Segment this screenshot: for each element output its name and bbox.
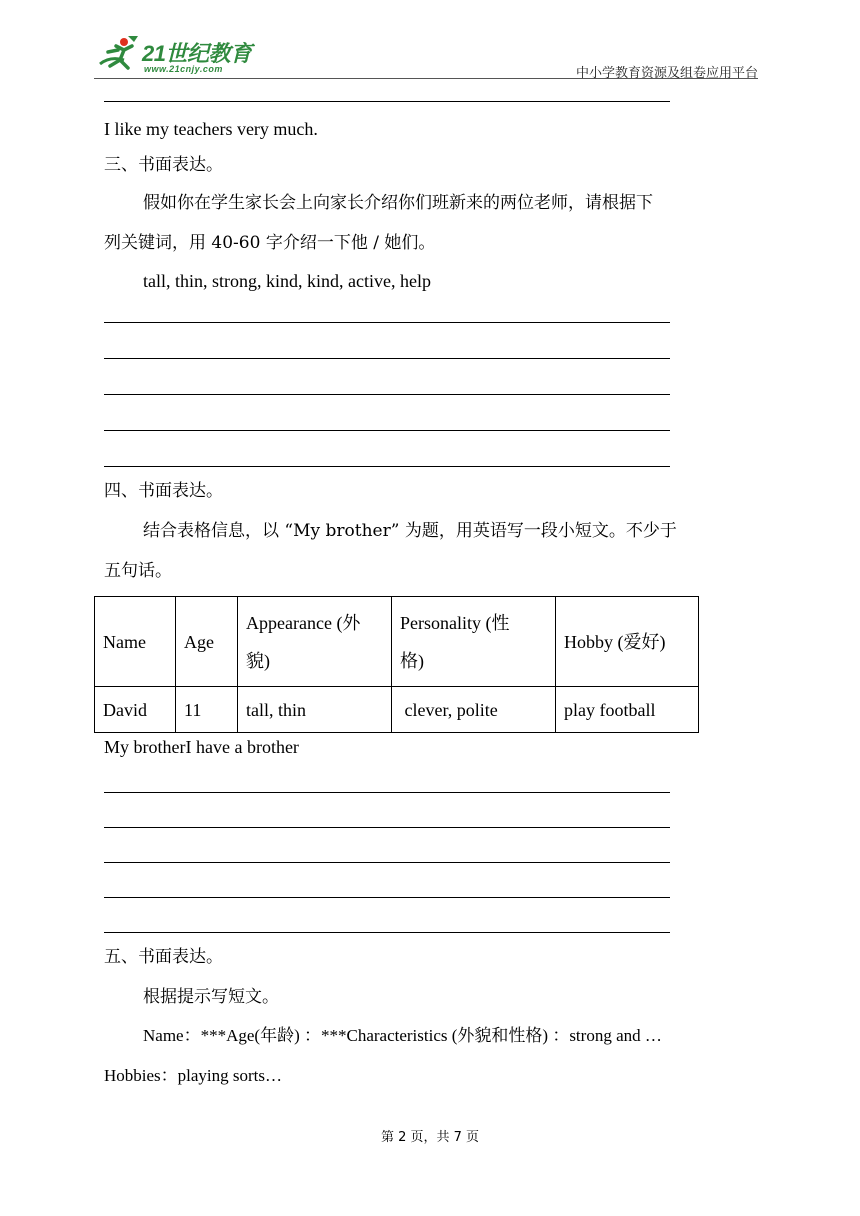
table-header-cell: Age	[176, 597, 238, 687]
answer-line	[104, 862, 670, 863]
header-personality-line1: Personality (性	[400, 612, 510, 633]
table-cell: tall, thin	[238, 687, 392, 733]
answer-line	[104, 430, 670, 431]
section-4-prompt-line1: 结合表格信息，以 “My brother” 为题，用英语写一段小短文。不少于	[143, 521, 677, 541]
answer-line	[104, 792, 670, 793]
header-personality-line2: 格)	[400, 650, 424, 671]
answer-line	[104, 932, 670, 933]
table-header-row	[95, 597, 699, 687]
section-4-starter: My brotherI have a brother	[104, 737, 299, 757]
logo-title: 21世纪教育	[142, 41, 252, 66]
site-logo	[94, 34, 264, 78]
answer-text: I like my teachers very much.	[104, 119, 318, 139]
section-5-heading: 五、书面表达。	[104, 947, 223, 967]
section-4-heading: 四、书面表达。	[104, 481, 223, 501]
table-row	[95, 687, 699, 733]
table-header-cell: Hobby (爱好)	[556, 597, 699, 687]
running-figure-icon	[94, 34, 142, 76]
brother-info-table	[94, 596, 699, 733]
section-3-heading: 三、书面表达。	[104, 155, 223, 175]
table-cell: clever, polite	[392, 687, 556, 733]
page-number: 第 2 页，共 7 页	[380, 1130, 480, 1145]
header-appearance-line2: 貌)	[246, 650, 270, 671]
section-5-hints-line2: Hobbies：playing sorts…	[104, 1066, 283, 1085]
table-header-cell	[238, 597, 392, 687]
section-3-keywords: tall, thin, strong, kind, kind, active, help	[143, 271, 431, 291]
table-header-cell	[392, 597, 556, 687]
header-appearance-line1: Appearance (外	[246, 612, 361, 633]
table-cell: play football	[556, 687, 699, 733]
section-3-prompt-line1: 假如你在学生家长会上向家长介绍你们班新来的两位老师，请根据下	[143, 193, 653, 213]
answer-line	[104, 358, 670, 359]
section-5-hints-line1: Name：***Age(年龄) ：***Characteristics (外貌和性格) ：strong and …	[143, 1026, 662, 1045]
answer-line	[104, 466, 670, 467]
answer-line	[104, 322, 670, 323]
answer-line	[104, 101, 670, 102]
section-3-prompt-line2: 列关键词，用 40-60 字介绍一下他 / 她们。	[104, 233, 436, 253]
header-divider	[94, 78, 758, 79]
header-platform-text: 中小学教育资源及组卷应用平台	[575, 66, 758, 81]
logo-url: www.21cnjy.com	[144, 64, 223, 74]
answer-line	[104, 897, 670, 898]
section-5-prompt: 根据提示写短文。	[143, 987, 279, 1007]
answer-line	[104, 827, 670, 828]
table-cell: David	[95, 687, 176, 733]
table-cell: 11	[176, 687, 238, 733]
section-4-prompt-line2: 五句话。	[104, 561, 172, 581]
table-header-cell: Name	[95, 597, 176, 687]
answer-line	[104, 394, 670, 395]
